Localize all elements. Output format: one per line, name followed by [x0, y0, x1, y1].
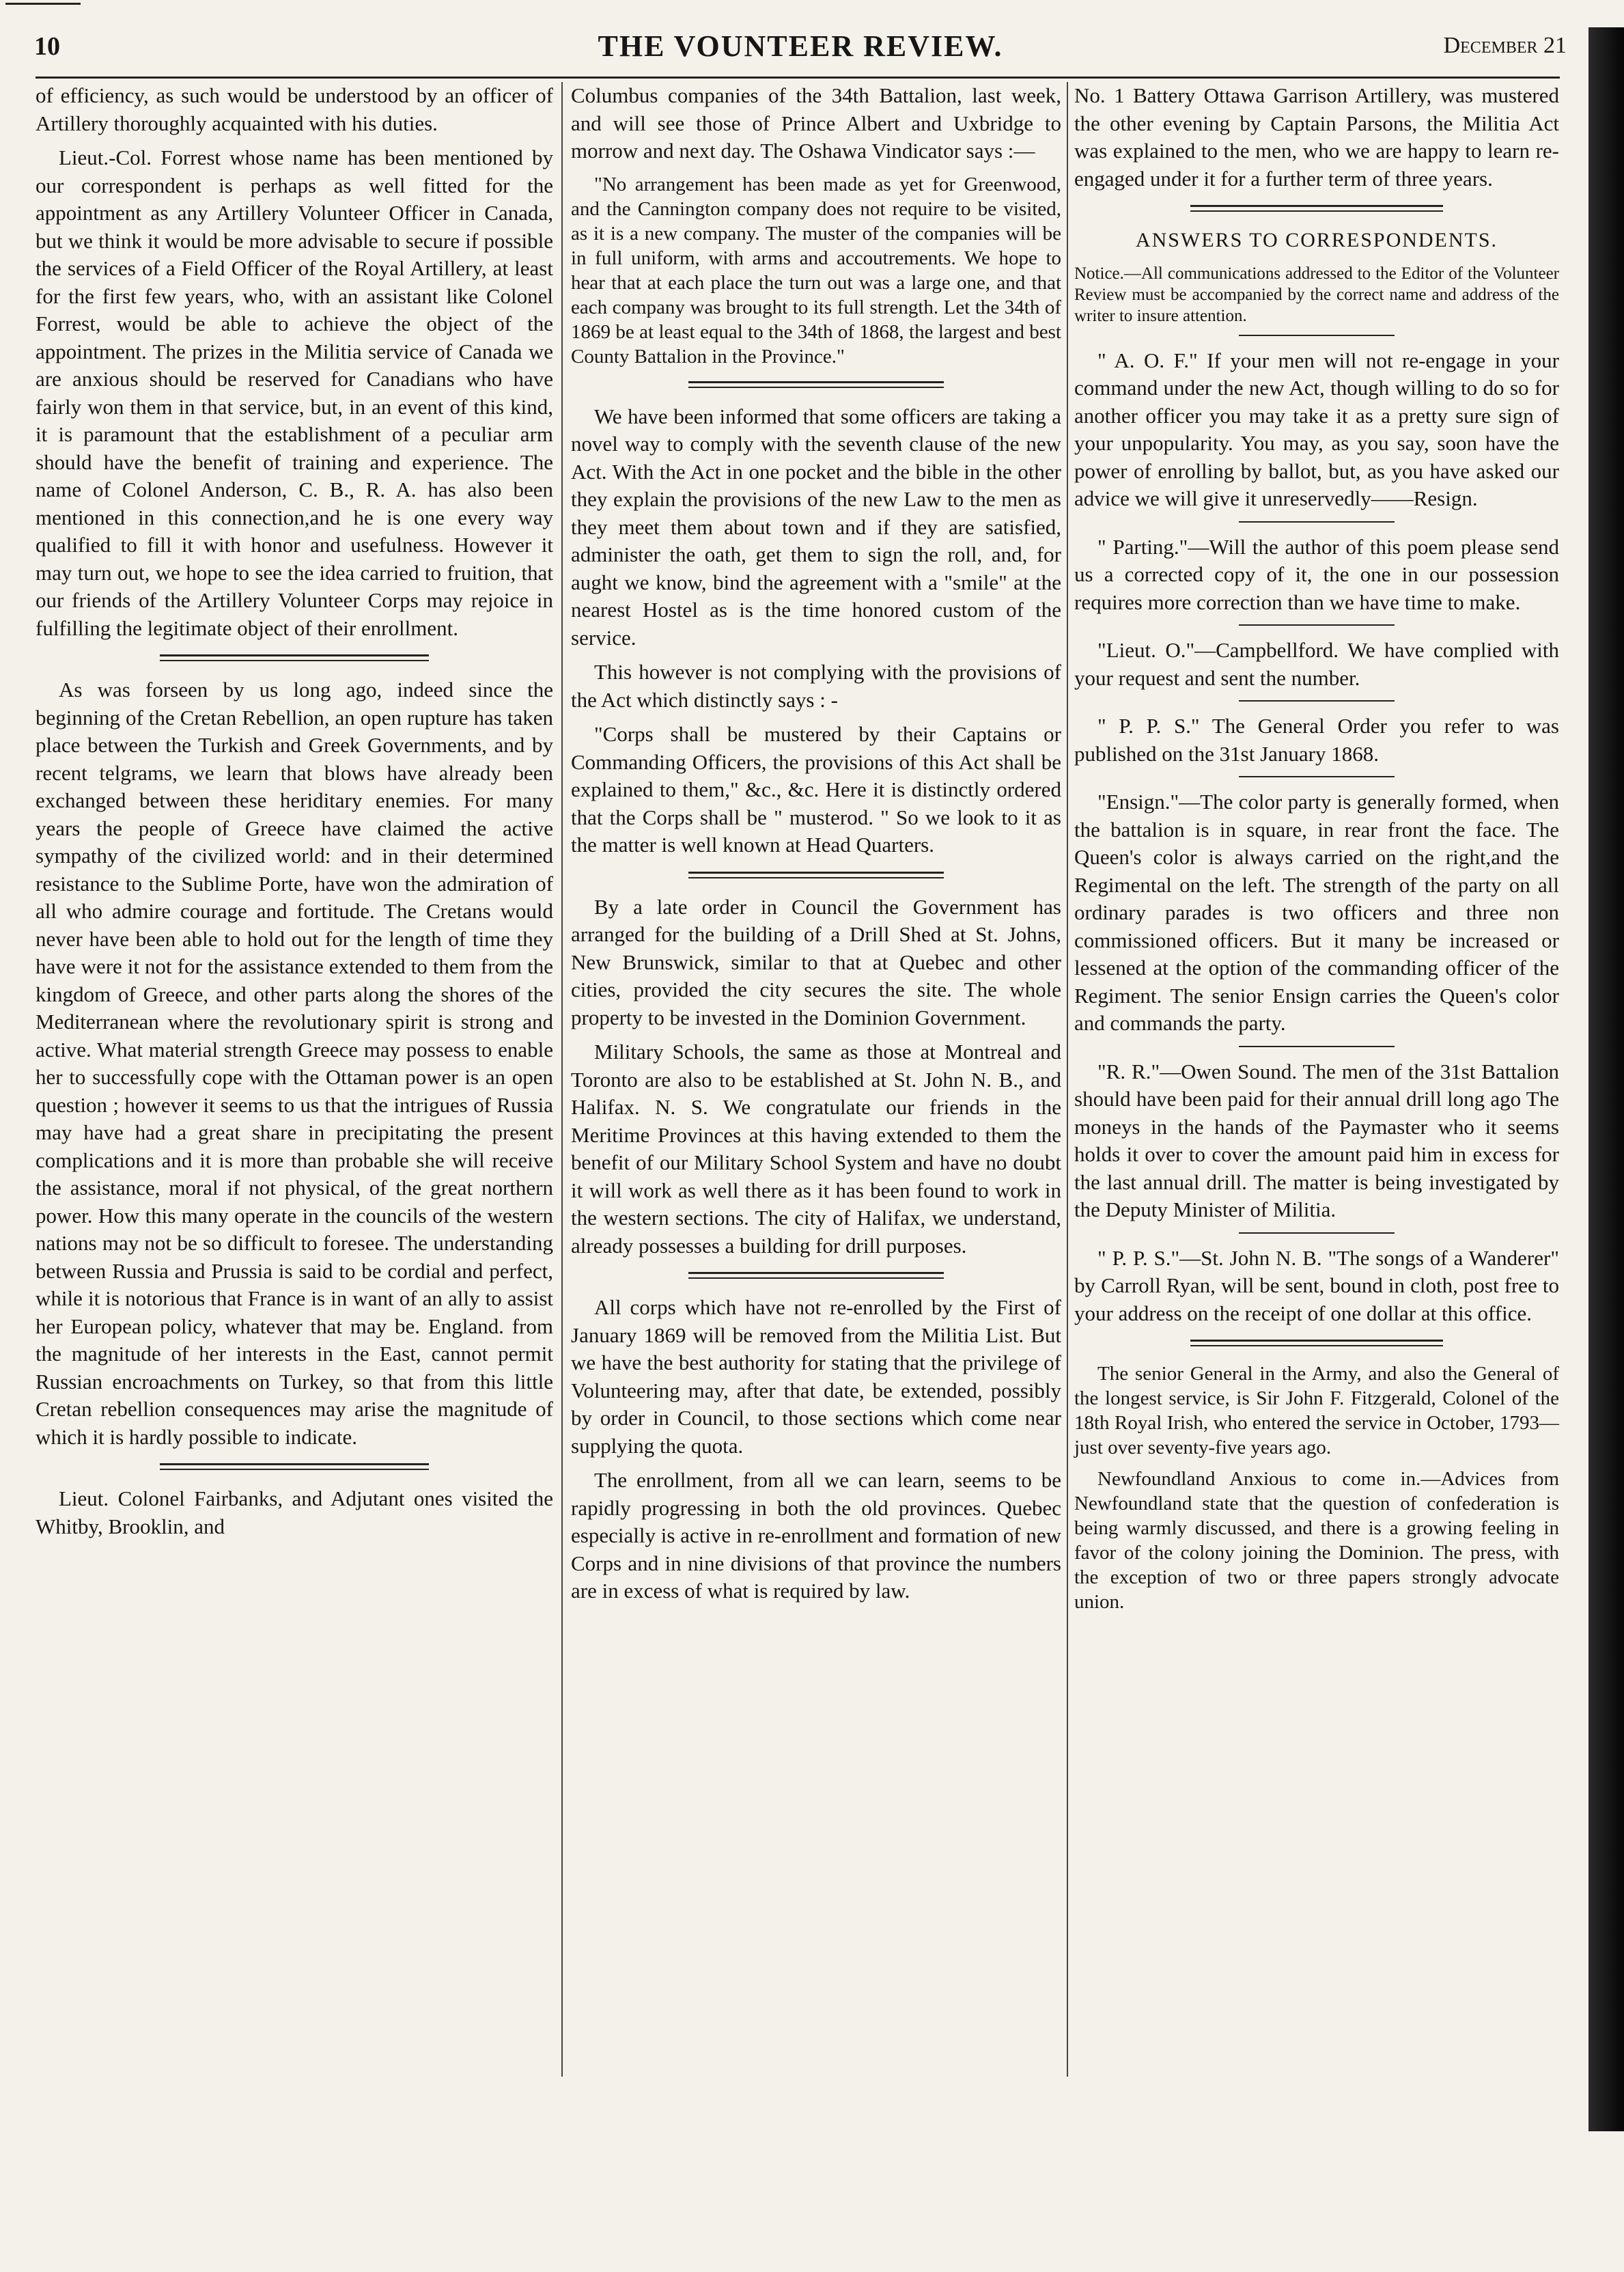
column-1	[36, 82, 553, 1547]
section-divider	[688, 1272, 943, 1279]
answer: "Lieut. O."—Campbellford. We have complied with your request and sent the number.	[1074, 638, 1559, 690]
masthead-title: THE VOUNTEER REVIEW.	[598, 29, 1003, 63]
section-divider	[160, 654, 429, 661]
answer: "Ensign."—The color party is generally formed, when the battalion is in square, in rear front the face. The Queen's color is always carried on the right,and the Regimental on the left. The strength of the party on all ordinary parades is two officers and three non commissioned officers. But it many be increased or lessened at the option of the commanding officer of the Regiment. The senior Ensign carries the Queen's color and commands the party.	[1074, 790, 1559, 1035]
notice: Notice.—All communications addressed to the Editor of the Volunteer Review must be accompanied by the correct name and address of the writer to insure attention.	[1074, 264, 1559, 325]
paragraph: By a late order in Council the Government has arranged for the building of a Drill Shed at St. Johns, New Brunswick, similar to that at Quebec and other cities, provided the city secures the site. The whole property to be invested in the Dominion Government.	[571, 894, 1061, 1029]
header-rule	[36, 77, 1560, 79]
rule	[1239, 700, 1394, 702]
answer: " Parting."—Will the author of this poem please send us a corrected copy of it, the one in our possession requires more correction than we have time to make.	[1074, 534, 1559, 614]
paragraph: of efficiency, as such would be understood by an officer of Artillery thoroughly acquainted with his duties.	[36, 83, 553, 135]
paragraph: All corps which have not re-enrolled by the First of January 1869 will be removed from the Militia List. But we have the best authority for stating that the privilege of Volunteering may, after that date, be extended, possibly by order in Council, to those sections which come near supplying the quota.	[571, 1295, 1061, 1458]
section-divider	[1190, 1340, 1442, 1346]
rule	[1239, 776, 1394, 777]
section-divider	[1190, 205, 1442, 212]
paragraph: We have been informed that some officers are taking a novel way to comply with the seventh clause of the new Act. With the Act in one pocket and the bible in the other they explain the provisions of the new Law to the men as they meet them about town and if they are satisfied, administer the oath, get them to sign the roll, and, for aught we know, bind the agreement with a "smile" at the nearest Hostel as is the time honored custom of the service.	[571, 404, 1061, 650]
paragraph: Military Schools, the same as those at Montreal and Toronto are also to be established at St. John N. B., and Halifax. N. S. We congratulate our friends in the Meritime Provinces at this having extended to them the benefit of our Military School System and have no doubt it will work as well there as it has been found to work in the western sections. The city of Halifax, we understand, already possesses a building for drill purposes.	[571, 1040, 1061, 1258]
quoted-paragraph: "No arrangement has been made as yet for Greenwood, and the Cannington company does not require to be visited, as it is a new company. The muster of the companies will be in full uniform, with arms and accoutrements. We hope to hear that at each place the turn out was a large one, and that each company was brought to its full strength. Let the 34th of 1869 be at least equal to the 34th of 1868, the largest and best County Battalion in the Province."	[571, 173, 1061, 368]
answer: " P. P. S."—St. John N. B. "The songs of a Wanderer" by Carroll Ryan, will be sent, bound in cloth, post free to your address on the receipt of one dollar at this office.	[1074, 1245, 1559, 1325]
paragraph: The enrollment, from all we can learn, seems to be rapidly progressing in both the old provinces. Quebec especially is active in re-enrollment and formation of new Corps and in nine divisions of that province the numbers are in excess of what is required by law.	[571, 1468, 1061, 1603]
paragraph: This however is not complying with the provisions of the Act which distinctly says : -	[571, 660, 1061, 712]
paragraph: "Corps shall be mustered by their Captains or Commanding Officers, the provisions of this Act shall be explained to them," &c., &c. Here it is distinctly ordered that the Corps shall be " musterod. " So we look to it as the matter is well known at Head Quarters.	[571, 722, 1061, 857]
answer: " P. P. S." The General Order you refer to was published on the 31st January 1868.	[1074, 714, 1559, 766]
issue-date: December 21	[1443, 33, 1567, 58]
column-2	[571, 82, 1061, 1612]
section-divider	[688, 872, 943, 878]
paragraph: The senior General in the Army, and also the General of the longest service, is Sir John F. Fitzgerald, Colonel of the 18th Royal Irish, who entered the service in October, 1793—just over seventy-five years ago.	[1074, 1363, 1559, 1458]
paragraph: Columbus companies of the 34th Battalion, last week, and will see those of Prince Albert and Uxbridge to morrow and next day. The Oshawa Vindicator says :—	[571, 83, 1061, 163]
answer: " A. O. F." If your men will not re-engage in your command under the new Act, though willing to do so for another officer you may take it as a pretty sure sign of your unpopularity. You may, as you say, soon have the power of enrolling by ballot, but, as you have asked our advice we will give it unreservedly——Resign.	[1074, 348, 1559, 510]
paragraph: Lieut. Colonel Fairbanks, and Adjutant ones visited the Whitby, Brooklin, and	[36, 1486, 553, 1538]
paragraph: As was forseen by us long ago, indeed since the beginning of the Cretan Rebellion, an open rupture has taken place between the Turkish and Greek Governments, and by recent telgrams, we learn that blows have already been exchanged between these heriditary enemies. For many years the people of Greece have claimed the active sympathy of the civilized world: and in their determined resistance to the Sublime Porte, have won the admiration of all who admire courage and fortitude. The Cretans would never have been able to hold out for the length of time they have were it not for the assistance extended to them from the kingdom of Greece, and other parts along the shores of the Mediterranean where the revolutionary spirit is strong and active. What material strength Greece may possess to enable her to successfully cope with the Ottaman power is an open question ; however it seems to us that the intrigues of Russia may have had a great share in precipitating the present complications and it is more than probable she will receive the assistance, moral if not physical, of the great northern power. How this many operate in the councils of the western nations may not be so difficult to foresee. The understanding between Russia and Prussia is said to be cordial and perfect, while it is notorious that France is in want of an ally to assist her European policy, whatever that may be. England. from the magnitude of her interests in the East, cannot permit Russian encroachments on Turkey, so that from this little Cretan rebellion consequences may arise the magnitude of which it is hardly possible to indicate.	[36, 678, 553, 1449]
section-divider	[688, 381, 943, 388]
paragraph: Lieut.-Col. Forrest whose name has been mentioned by our correspondent is perhaps as well fitted for the appointment as any Artillery Volunteer Officer in Canada, but we think it would be more advisable to secure if possible the services of a Field Officer of the Royal Artillery, at least for the first few years, who, with an assistant like Colonel Forrest, would be able to achieve the object of the appointment. The prizes in the Militia service of Canada we are anxious should be reserved for Canadians who have fairly won them in that service, but, in an event of this kind, it is paramount that the establishment of a peculiar arm should have the benefit of training and experience. The name of Colonel Anderson, C. B., R. A. has also been mentioned in this connection,and he is one every way qualified to fill it with honor and usefulness. However it may turn out, we hope to see the idea carried to fruition, that our friends of the Artillery Volunteer Corps may rejoice in fulfilling the legitimate object of their enrollment.	[36, 146, 553, 640]
page-header	[34, 26, 1567, 75]
column-3	[1074, 82, 1559, 1621]
rule	[1239, 521, 1394, 523]
scan-right-border	[1588, 27, 1624, 2131]
paragraph: Newfoundland Anxious to come in.—Advices from Newfoundland state that the question of confederation is being warmly discussed, and there is a growing feeling in favor of the colony joining the Dominion. The press, with the exception of two or three papers strongly advocate union.	[1074, 1468, 1559, 1613]
rule	[1239, 1232, 1394, 1234]
column-divider	[561, 82, 563, 2077]
rule	[1239, 624, 1394, 626]
answer: "R. R."—Owen Sound. The men of the 31st Battalion should have been paid for their annual drill long ago The moneys in the hands of the Paymaster who it seems holds it over to cover the amount paid him in excess for the last annual drill. The matter is being investigated by the Deputy Minister of Militia.	[1074, 1059, 1559, 1221]
scan-edge-mark	[0, 0, 116, 10]
section-divider	[160, 1463, 429, 1470]
column-divider	[1067, 82, 1068, 2077]
page-number: 10	[34, 32, 60, 61]
section-heading: ANSWERS TO CORRESPONDENTS.	[1135, 229, 1498, 251]
rule	[1239, 335, 1394, 336]
rule	[1239, 1046, 1394, 1047]
paragraph: No. 1 Battery Ottawa Garrison Artillery, was mustered the other evening by Captain Parsons, the Militia Act was explained to the men, who we are happy to learn re-engaged under it for a further term of three years.	[1074, 83, 1559, 191]
